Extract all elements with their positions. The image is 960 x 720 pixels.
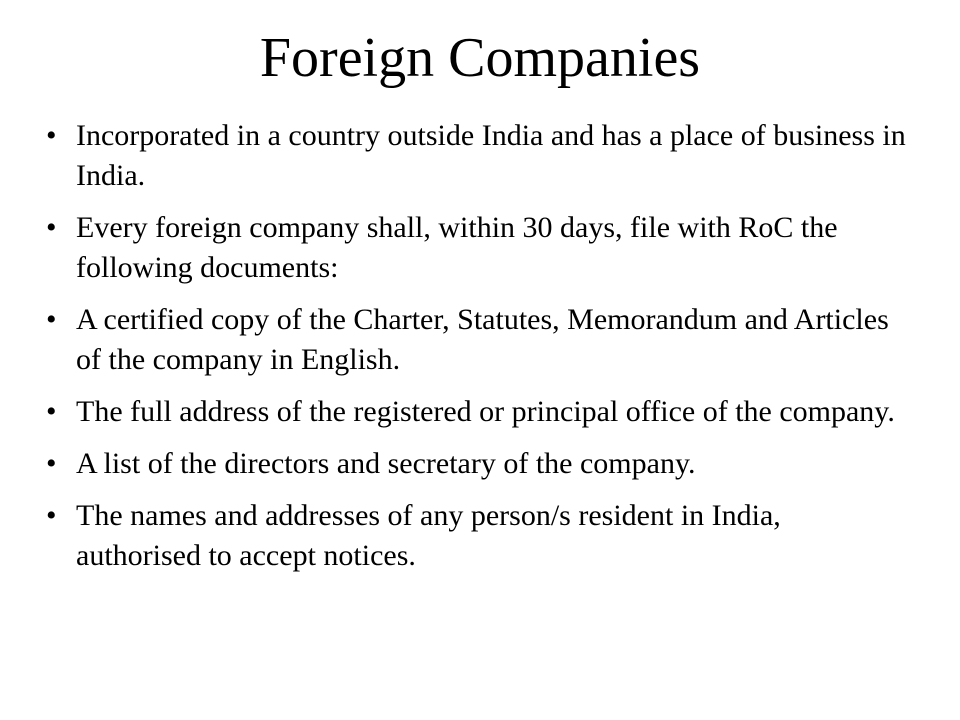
bullet-text: Incorporated in a country outside India and has a place of business in India. xyxy=(76,119,906,192)
bullet-item xyxy=(46,116,906,196)
bullet-marker: • xyxy=(46,303,57,336)
bullet-marker: • xyxy=(46,447,57,480)
bullet-item xyxy=(46,392,906,432)
bullet-item xyxy=(46,496,906,576)
bullet-item xyxy=(46,208,906,288)
bullet-item xyxy=(46,300,906,380)
bullet-text: The full address of the registered or principal office of the company. xyxy=(76,395,895,428)
bullet-marker: • xyxy=(46,211,57,244)
bullet-list xyxy=(46,116,906,588)
bullet-text: The names and addresses of any person/s resident in India, authorised to accept notices. xyxy=(76,499,781,572)
bullet-text: A list of the directors and secretary of the company. xyxy=(76,447,696,480)
bullet-marker: • xyxy=(46,499,57,532)
bullet-marker: • xyxy=(46,395,57,428)
bullet-marker: • xyxy=(46,119,57,152)
bullet-text: Every foreign company shall, within 30 days, file with RoC the following documents: xyxy=(76,211,838,284)
bullet-item xyxy=(46,444,906,484)
slide-title: Foreign Companies xyxy=(259,27,701,89)
bullet-text: A certified copy of the Charter, Statutes, Memorandum and Articles of the company in English. xyxy=(76,303,889,376)
